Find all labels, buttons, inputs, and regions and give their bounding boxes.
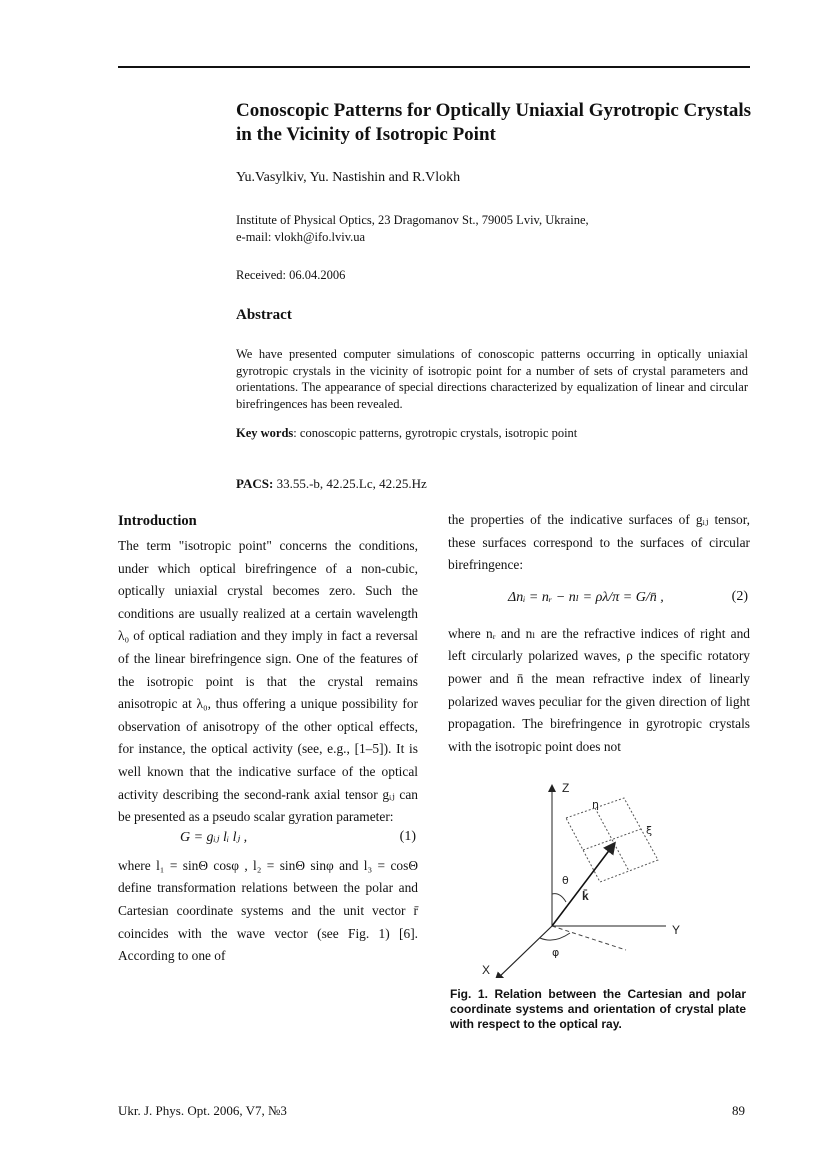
equation-1 <box>118 829 418 855</box>
x-axis <box>496 926 552 978</box>
right-column <box>448 509 750 758</box>
projection-line <box>552 926 626 950</box>
equation-2-expression: Δnᵢ = nᵣ − nₗ = ρλ/π = G/n̄ , <box>508 589 664 605</box>
equation-2 <box>448 577 750 623</box>
equation-1-expression: G = gᵢⱼ lᵢ lⱼ , <box>180 829 248 845</box>
pacs-label: PACS: <box>236 476 274 491</box>
abstract-heading: Abstract <box>236 307 292 323</box>
section-heading-introduction: Introduction <box>118 513 197 529</box>
pacs-text: 33.55.-b, 42.25.Lc, 42.25.Hz <box>273 476 427 491</box>
figure-1-caption: Fig. 1. Relation between the Cartesian and polar coordinate systems and orientation of crystal plate with respect to the optical ray. <box>450 987 746 1031</box>
right-paragraph-1: the properties of the indicative surfaces of gᵢⱼ tensor, these surfaces correspond to the surfaces of circular birefringence: <box>448 512 750 573</box>
intro-paragraph-1: The term "isotropic point" concerns the conditions, under which optical birefringence of a non-cubic, optically uniaxial crystal becomes zero. Such the conditions are usually realized at a certain wavelength λ₀ of optical radiation and they imply in fact a reversal of the linear birefringence sign. One of the features of the isotropic point is that the crystal remains anisotropic at λ₀, thus offering a unique possibility for observation of anisotropy of the other optical effects, for instance, the optical activity (see, e.g., [1–5]). It is well known that the indicative surface of the optical activity describing the second-rank axial tensor gᵢⱼ can be presented as a pseudo scalar gyration parameter: <box>118 538 418 825</box>
authors: Yu.Vasylkiv, Yu. Nastishin and R.Vlokh <box>236 170 461 185</box>
equation-1-number: (1) <box>399 828 416 844</box>
keywords-label: Key words <box>236 426 294 440</box>
label-k: k̄ <box>582 889 589 903</box>
footer-page-number: 89 <box>732 1103 745 1118</box>
figure-1-diagram <box>448 778 750 978</box>
phi-arc <box>540 933 570 940</box>
theta-arc <box>552 894 566 902</box>
label-x: X <box>482 963 491 977</box>
label-xi: ξ <box>646 824 653 837</box>
left-column <box>118 513 418 968</box>
keywords-text: : conoscopic patterns, gyrotropic crystals, isotropic point <box>293 426 578 440</box>
keywords <box>236 426 577 441</box>
affiliation <box>236 212 589 246</box>
equation-2-number: (2) <box>731 588 748 604</box>
label-eta: η <box>592 798 599 811</box>
header-rule <box>118 66 750 68</box>
pacs <box>236 476 427 492</box>
crystal-plate-grid <box>566 798 658 882</box>
label-phi: φ <box>552 946 560 959</box>
label-z: Z <box>562 781 570 795</box>
label-y: Y <box>672 923 681 937</box>
footer-journal: Ukr. J. Phys. Opt. 2006, V7, №3 <box>118 1103 287 1118</box>
affiliation-email: e-mail: vlokh@ifo.lviv.ua <box>236 230 366 244</box>
intro-paragraph-2: where l₁ = sinΘ cosφ , l₂ = sinΘ sinφ and l₃ = cosΘ define transformation relations between the polar and Cartesian coordinate systems and the unit vector r̄ coincides with the wave vector (see Fig. 1) [6]. According to one of <box>118 857 418 964</box>
received-date: Received: 06.04.2006 <box>236 268 346 282</box>
abstract-text: We have presented computer simulations of conoscopic patterns occurring in optically uniaxial gyrotropic crystals in the vicinity of isotropic point for a number of sets of crystal parameters and orientations. The appearance of special directions characterized by equalization of linear and circular birefringences has been revealed. <box>236 347 748 411</box>
affiliation-address: Institute of Physical Optics, 23 Dragomanov St., 79005 Lviv, Ukraine, <box>236 213 589 227</box>
label-theta: θ <box>562 874 569 887</box>
paper-title: Conoscopic Patterns for Optically Uniaxial Gyrotropic Crystals in the Vicinity of Isotropic Point <box>236 100 752 145</box>
right-paragraph-2: where nᵣ and nₗ are the refractive indices of right and left circularly polarized waves, ρ the specific rotatory power and n̄ the mean refractive index of linearly polarized waves peculiar for the given direction of light propagation. The birefringence in gyrotropic crystals with the isotropic point does not <box>448 625 750 754</box>
